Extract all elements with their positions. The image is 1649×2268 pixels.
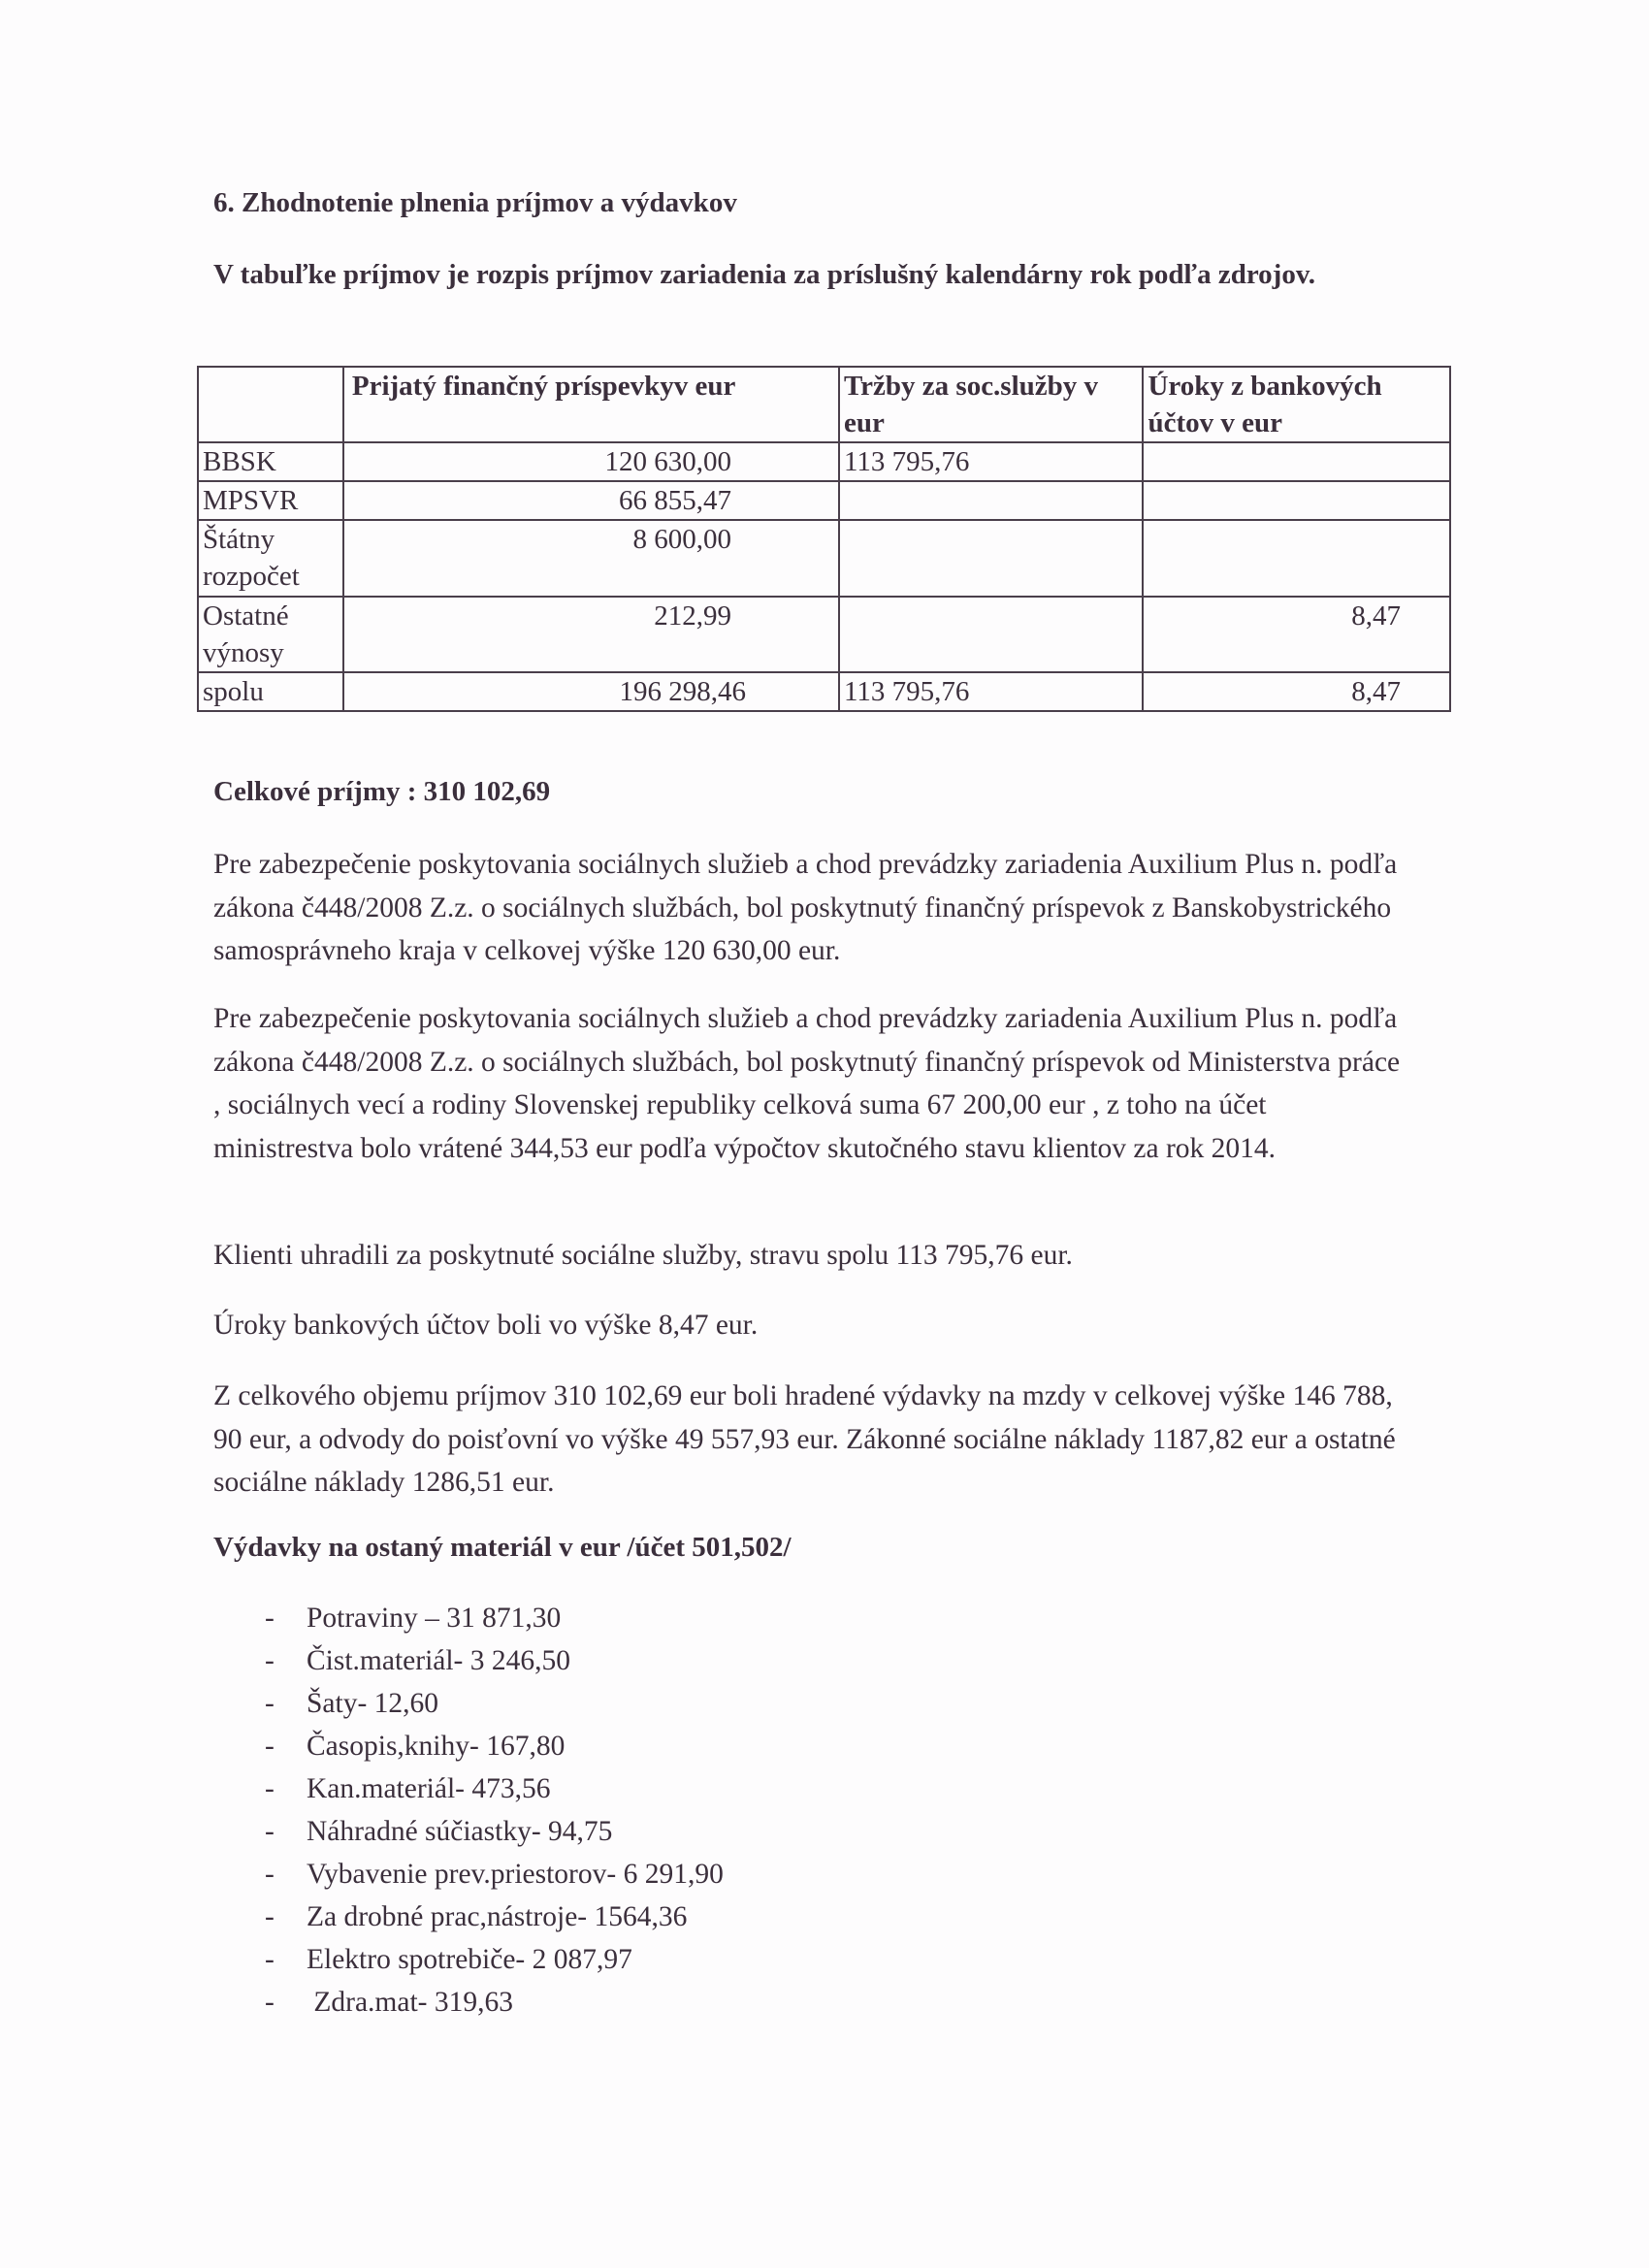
table-header-row [198, 367, 1450, 442]
table-cell [1143, 520, 1450, 597]
table-cell: 113 795,76 [839, 442, 1143, 481]
table-row [198, 442, 1450, 481]
row-label: spolu [198, 672, 343, 711]
table-cell: 113 795,76 [839, 672, 1143, 711]
expense-text: Kan.materiál- 473,56 [307, 1773, 551, 1804]
bullet: - [265, 1731, 275, 1762]
table-cell: 196 298,46 [343, 672, 839, 711]
paragraph-clients: Klienti uhradili za poskytnuté sociálne služby, stravu spolu 113 795,76 eur. [213, 1240, 1073, 1271]
list-item [265, 1853, 1138, 1895]
paragraph-interest: Úroky bankových účtov boli vo výške 8,47 eur. [213, 1310, 759, 1341]
list-item [265, 1938, 1138, 1981]
table-row-total [198, 672, 1450, 711]
paragraph-mpsvr: Pre zabezpečenie poskytovania sociálnych služieb a chod prevádzky zariadenia Auxilium Plus n. podľa zákona č448/2008 Z.z. o sociálnych službách, bol poskytnutý finančný príspevok od Ministerstva práce , sociálnych vecí a rodiny Slovenskej republiky celková suma 67 200,00 eur , z toho na účet ministrestva bolo vrátené 344,53 eur podľa výpočtov skutočného stavu klientov za rok 2014. [213, 1003, 1401, 1164]
list-item [265, 1810, 1138, 1853]
table-header-cell: Prijatý finančný príspevkyv eur [343, 367, 839, 442]
list-item [265, 1597, 1138, 1639]
table-header-cell: Úroky z bankových účtov v eur [1143, 367, 1450, 442]
paragraph-bbsk: Pre zabezpečenie poskytovania sociálnych služieb a chod prevádzky zariadenia Auxilium Plus n. podľa zákona č448/2008 Z.z. o sociálnych službách, bol poskytnutý finančný príspevok z Banskobystrického samosprávneho kraja v celkovej výške 120 630,00 eur. [213, 849, 1398, 966]
table-cell: 8 600,00 [343, 520, 839, 597]
expense-text: Potraviny – 31 871,30 [307, 1603, 562, 1634]
table-cell: 8,47 [1143, 597, 1450, 672]
list-item [265, 1895, 1138, 1938]
section-heading: 6. Zhodnotenie plnenia príjmov a výdavkov [213, 187, 737, 218]
bullet: - [265, 1773, 275, 1804]
table-cell: 120 630,00 [343, 442, 839, 481]
table-cell: 212,99 [343, 597, 839, 672]
table-cell [1143, 481, 1450, 520]
total-income: Celkové príjmy : 310 102,69 [213, 776, 551, 807]
list-item [265, 1725, 1138, 1767]
expense-text: Časopis,knihy- 167,80 [307, 1731, 566, 1762]
expense-text: Čist.materiál- 3 246,50 [307, 1645, 571, 1676]
bullet: - [265, 1645, 275, 1676]
bullet: - [265, 1688, 275, 1719]
row-label: Štátny rozpočet [198, 520, 343, 597]
bullet: - [265, 1901, 275, 1932]
table-cell: 66 855,47 [343, 481, 839, 520]
table-row [198, 481, 1450, 520]
bullet: - [265, 1859, 275, 1890]
expense-text: Za drobné prac,nástroje- 1564,36 [307, 1901, 688, 1932]
expense-text: Zdra.mat- 319,63 [307, 1987, 513, 2018]
table-cell [839, 520, 1143, 597]
list-item [265, 1682, 1138, 1725]
table-cell [839, 481, 1143, 520]
list-item [265, 1981, 1138, 2024]
bullet: - [265, 1987, 275, 2018]
table-header-cell [198, 367, 343, 442]
expense-text: Vybavenie prev.priestorov- 6 291,90 [307, 1859, 724, 1890]
expenses-list [265, 1597, 1138, 2024]
table-cell: 8,47 [1143, 672, 1450, 711]
row-label: Ostatné výnosy [198, 597, 343, 672]
bullet: - [265, 1603, 275, 1634]
bullet: - [265, 1944, 275, 1975]
row-label: MPSVR [198, 481, 343, 520]
table-row [198, 597, 1450, 672]
table-cell [839, 597, 1143, 672]
table-cell [1143, 442, 1450, 481]
expenses-heading: Výdavky na ostaný materiál v eur /účet 501,502/ [213, 1532, 792, 1563]
table-header-cell: Tržby za soc.služby v eur [839, 367, 1143, 442]
row-label: BBSK [198, 442, 343, 481]
list-item [265, 1639, 1138, 1682]
paragraph-expenses: Z celkového objemu príjmov 310 102,69 eur boli hradené výdavky na mzdy v celkovej výške 146 788, 90 eur, a odvody do poisťovní vo výške 49 557,93 eur. Zákonné sociálne náklady 1187,82 eur a ostatné sociálne náklady 1286,51 eur. [213, 1380, 1396, 1498]
expense-text: Elektro spotrebiče- 2 087,97 [307, 1944, 632, 1975]
bullet: - [265, 1816, 275, 1847]
intro-text: V tabuľke príjmov je rozpis príjmov zariadenia za príslušný kalendárny rok podľa zdrojov. [213, 259, 1315, 290]
income-table [197, 366, 1451, 712]
expense-text: Náhradné súčiastky- 94,75 [307, 1816, 613, 1847]
expense-text: Šaty- 12,60 [307, 1688, 439, 1719]
table-row [198, 520, 1450, 597]
list-item [265, 1767, 1138, 1810]
